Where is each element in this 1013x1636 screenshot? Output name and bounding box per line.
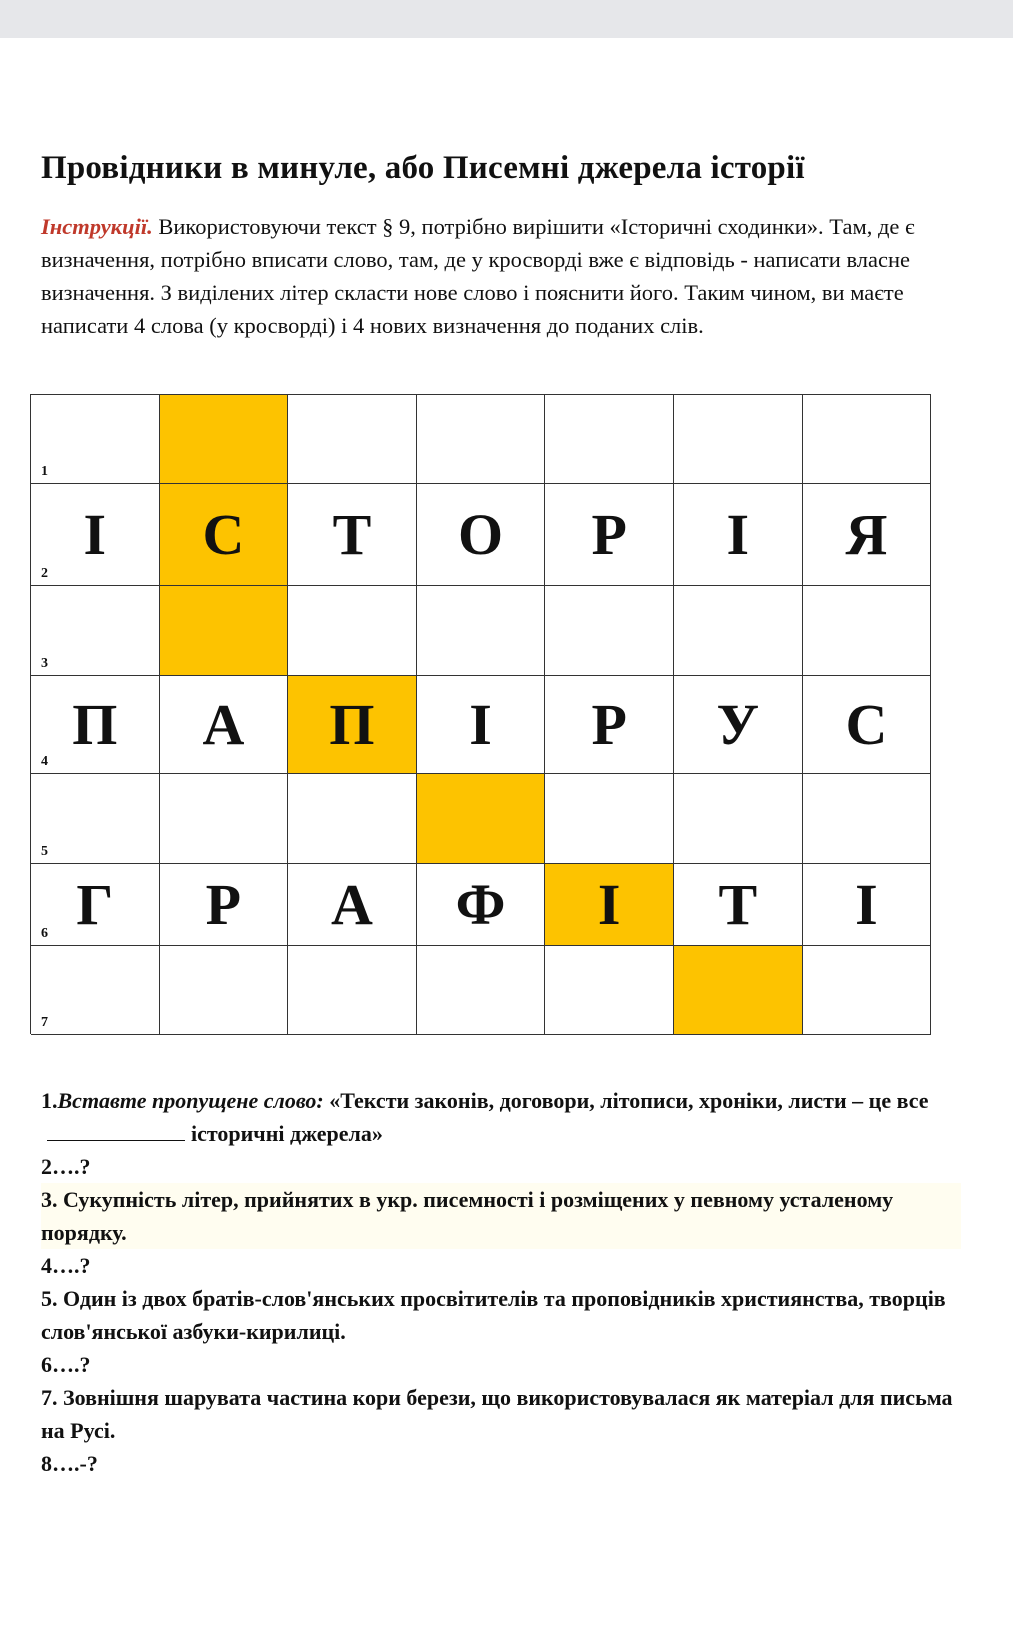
crossword-cell-r2-c4[interactable]: О (417, 484, 546, 586)
crossword-cell-r5-c3[interactable] (288, 774, 417, 864)
crossword-cell-r6-c7[interactable]: І (803, 864, 932, 946)
question-7: 7. Зовнішня шарувата частина кори берези, що використовувалася як матеріал для письма на Русі. (41, 1385, 953, 1443)
crossword-cell-r7-c6[interactable] (674, 946, 803, 1035)
crossword-cell-r4-c6[interactable]: У (674, 676, 803, 774)
crossword-row-number: 3 (41, 656, 48, 671)
question-2: 2….? (41, 1154, 91, 1179)
crossword-cell-r6-c6[interactable]: Т (674, 864, 803, 946)
instructions (41, 210, 941, 342)
crossword-cell-r1-c1[interactable] (31, 395, 160, 484)
question-1-text: «Тексти законів, договори, літописи, хроніки, листи – це все (323, 1088, 929, 1113)
question-1-instruction: Вставте пропущене слово: (57, 1088, 324, 1113)
questions-list (41, 1084, 961, 1480)
crossword-cell-r2-c5[interactable]: Р (545, 484, 674, 586)
question-8: 8….-? (41, 1451, 98, 1476)
crossword-cell-r7-c5[interactable] (545, 946, 674, 1035)
crossword-cell-r4-c3[interactable]: П (288, 676, 417, 774)
crossword-cell-r4-c7[interactable]: С (803, 676, 932, 774)
crossword-cell-r7-c4[interactable] (417, 946, 546, 1035)
crossword-cell-r6-c4[interactable]: Ф (417, 864, 546, 946)
crossword-cell-r6-c5[interactable]: І (545, 864, 674, 946)
crossword-cell-r3-c6[interactable] (674, 586, 803, 676)
crossword-cell-r3-c7[interactable] (803, 586, 932, 676)
crossword-cell-r7-c1[interactable] (31, 946, 160, 1035)
crossword-cell-r5-c7[interactable] (803, 774, 932, 864)
question-1-number: 1. (41, 1088, 58, 1113)
instructions-text: Використовуючи текст § 9, потрібно вирішити «Історичні сходинки». Там, де є визначення, потрібно вписати слово, там, де у кросворді вже є відповідь - написати власне визначення. З виділених літер скласти нове слово і пояснити його. Таким чином, ви маєте написати 4 слова (у кросворді) і 4 нових визначення до поданих слів. (41, 214, 915, 338)
question-1-after: історичні джерела» (191, 1121, 383, 1146)
top-status-bar (0, 0, 1013, 38)
crossword-row-number: 6 (41, 926, 48, 941)
crossword-row-number: 1 (41, 464, 48, 479)
instructions-lead: Інструкції. (41, 214, 153, 239)
crossword-cell-r1-c5[interactable] (545, 395, 674, 484)
page-title: Провідники в минуле, або Писемні джерела історії (41, 150, 805, 186)
question-6: 6….? (41, 1352, 91, 1377)
crossword-row-number: 4 (41, 754, 48, 769)
crossword-cell-r1-c2[interactable] (160, 395, 289, 484)
question-1 (41, 1084, 961, 1150)
crossword-cell-r2-c1[interactable]: І (31, 484, 160, 586)
crossword-cell-r4-c5[interactable]: Р (545, 676, 674, 774)
crossword-cell-r6-c1[interactable]: Г (31, 864, 160, 946)
crossword-cell-r2-c3[interactable]: Т (288, 484, 417, 586)
crossword-cell-r3-c5[interactable] (545, 586, 674, 676)
crossword-cell-r1-c6[interactable] (674, 395, 803, 484)
crossword-cell-r4-c1[interactable]: П (31, 676, 160, 774)
crossword-cell-r3-c3[interactable] (288, 586, 417, 676)
crossword-grid (30, 394, 931, 1034)
crossword-cell-r1-c7[interactable] (803, 395, 932, 484)
crossword-row-number: 2 (41, 566, 48, 581)
crossword-row-number: 7 (41, 1015, 48, 1030)
crossword-cell-r3-c2[interactable] (160, 586, 289, 676)
crossword-row-number: 5 (41, 844, 48, 859)
crossword-cell-r3-c4[interactable] (417, 586, 546, 676)
crossword-cell-r4-c4[interactable]: І (417, 676, 546, 774)
crossword-cell-r1-c3[interactable] (288, 395, 417, 484)
question-5: 5. Один із двох братів-слов'янських просвітителів та проповідників християнства, творців слов'янської азбуки-кирилиці. (41, 1286, 946, 1344)
question-4: 4….? (41, 1253, 91, 1278)
crossword-cell-r2-c6[interactable]: І (674, 484, 803, 586)
crossword-cell-r3-c1[interactable] (31, 586, 160, 676)
crossword-cell-r6-c2[interactable]: Р (160, 864, 289, 946)
crossword-cell-r5-c1[interactable] (31, 774, 160, 864)
question-3: 3. Сукупність літер, прийнятих в укр. писемності і розміщених у певному усталеному порядку. (41, 1183, 961, 1249)
crossword-cell-r5-c5[interactable] (545, 774, 674, 864)
crossword-cell-r2-c2[interactable]: С (160, 484, 289, 586)
crossword-cell-r7-c2[interactable] (160, 946, 289, 1035)
crossword-cell-r5-c2[interactable] (160, 774, 289, 864)
crossword-cell-r4-c2[interactable]: А (160, 676, 289, 774)
answer-blank[interactable] (47, 1120, 185, 1141)
crossword-cell-r5-c4[interactable] (417, 774, 546, 864)
crossword-cell-r7-c7[interactable] (803, 946, 932, 1035)
crossword-cell-r1-c4[interactable] (417, 395, 546, 484)
crossword-cell-r5-c6[interactable] (674, 774, 803, 864)
crossword-cell-r7-c3[interactable] (288, 946, 417, 1035)
crossword-cell-r6-c3[interactable]: А (288, 864, 417, 946)
crossword-cell-r2-c7[interactable]: Я (803, 484, 932, 586)
